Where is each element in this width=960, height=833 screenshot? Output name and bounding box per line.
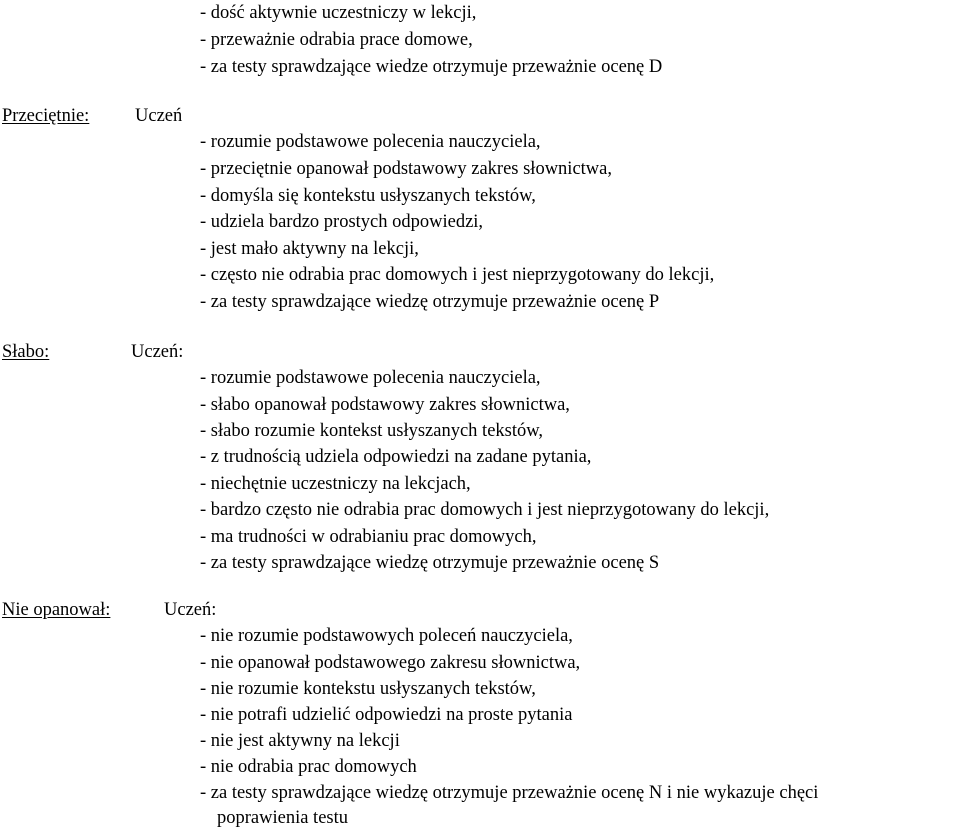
list-item: - słabo rozumie kontekst usłyszanych tekstów, — [200, 421, 544, 441]
section-label-przecietnie: Przeciętnie: — [2, 106, 90, 126]
list-item: - rozumie podstawowe polecenia nauczyciela, — [200, 368, 541, 388]
section-label-nie-opanowal: Nie opanował: — [2, 600, 111, 620]
list-item: - rozumie podstawowe polecenia nauczyciela, — [200, 132, 541, 152]
list-item: - niechętnie uczestniczy na lekcjach, — [200, 474, 471, 494]
list-item: - za testy sprawdzające wiedzę otrzymuje przeważnie ocenę P — [200, 292, 660, 312]
section-label-slabo: Słabo: — [2, 342, 50, 362]
list-item: - bardzo często nie odrabia prac domowych i jest nieprzygotowany do lekcji, — [200, 500, 770, 520]
list-item: - nie rozumie kontekstu usłyszanych tekstów, — [200, 679, 536, 699]
list-item: - udziela bardzo prostych odpowiedzi, — [200, 212, 484, 232]
list-item: - za testy sprawdzające wiedzę otrzymuje przeważnie ocenę S — [200, 553, 660, 573]
list-item: - przeciętnie opanował podstawowy zakres słownictwa, — [200, 159, 612, 179]
list-item: - przeważnie odrabia prace domowe, — [200, 30, 473, 50]
section-heading: Uczeń: — [164, 600, 217, 620]
list-item: - często nie odrabia prac domowych i jest nieprzygotowany do lekcji, — [200, 265, 715, 285]
list-item: - nie odrabia prac domowych — [200, 757, 417, 777]
list-item: - słabo opanował podstawowy zakres słownictwa, — [200, 395, 570, 415]
section-heading: Uczeń: — [131, 342, 184, 362]
list-item: - za testy sprawdzające wiedzę otrzymuje przeważnie ocenę N i nie wykazuje chęci — [200, 783, 819, 803]
list-item: - dość aktywnie uczestniczy w lekcji, — [200, 3, 477, 23]
list-item-continuation: poprawienia testu — [217, 808, 348, 828]
list-item: - domyśla się kontekstu usłyszanych tekstów, — [200, 186, 536, 206]
list-item: - nie opanował podstawowego zakresu słownictwa, — [200, 653, 581, 673]
list-item: - nie rozumie podstawowych poleceń nauczyciela, — [200, 626, 573, 646]
list-item: - nie potrafi udzielić odpowiedzi na proste pytania — [200, 705, 573, 725]
list-item: - ma trudności w odrabianiu prac domowych, — [200, 527, 537, 547]
section-heading: Uczeń — [135, 106, 183, 126]
list-item: - jest mało aktywny na lekcji, — [200, 239, 419, 259]
list-item: - za testy sprawdzające wiedze otrzymuje przeważnie ocenę D — [200, 57, 663, 77]
list-item: - z trudnością udziela odpowiedzi na zadane pytania, — [200, 447, 592, 467]
list-item: - nie jest aktywny na lekcji — [200, 731, 400, 751]
